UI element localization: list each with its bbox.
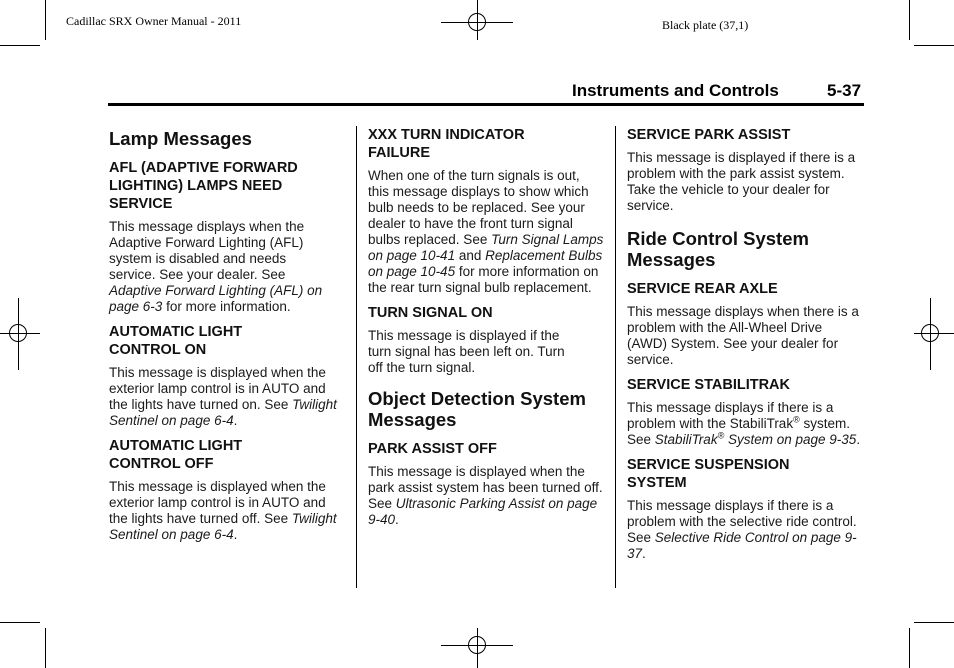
paragraph-text: for more information on the rear turn signal bulb replacement.: [368, 264, 599, 295]
paragraph-text: This message displays if there is a problem with the StabiliTrak: [627, 400, 834, 431]
registration-left-circle: [9, 324, 27, 342]
cross-reference: Adaptive Forward Lighting (AFL) on page 6-3: [109, 283, 323, 314]
subheading-turn-signal-on: TURN SIGNAL ON: [368, 305, 493, 321]
crop-mark-tl-v: [45, 0, 46, 40]
column-3: [627, 126, 864, 562]
paragraph-text: and: [458, 248, 482, 263]
paragraph-service-suspension: [627, 498, 859, 562]
paragraph-text: This message displays if there is a problem with the selective ride control. See: [627, 498, 857, 545]
crop-mark-tr-h: [914, 45, 954, 46]
paragraph-text: This message is displayed when the park assist system has been turned off. See: [368, 464, 603, 511]
registration-right-circle: [921, 324, 939, 342]
paragraph-text: When one of the turn signals is out, this message displays to show which bulb needs to be replaced. See your dealer to have the front turn signal bulbs replaced. See: [368, 168, 589, 247]
cross-reference-part: StabiliTrak: [654, 432, 718, 447]
registered-mark: ®: [793, 414, 800, 425]
paragraph-text: .: [856, 432, 861, 447]
subheading-service-stabilitrak: SERVICE STABILITRAK: [627, 377, 791, 393]
paragraph-turn-signal-on: This message is displayed if the turn signal has been left on. Turn off the turn signal.: [368, 328, 565, 375]
registered-mark: ®: [717, 430, 725, 441]
cross-reference: Turn Signal Lamps on page 10-41: [368, 232, 604, 263]
paragraph-park-assist-off: [368, 464, 606, 528]
paragraph-turn-indicator-failure: [368, 168, 604, 296]
section-title-lamp-messages: Lamp Messages: [109, 128, 252, 149]
crop-mark-tr-v: [909, 0, 910, 40]
column-divider-1: [356, 126, 357, 588]
crop-mark-br-h: [914, 622, 954, 623]
slug-left: Cadillac SRX Owner Manual - 2011: [66, 14, 242, 28]
subheading-park-assist-off: PARK ASSIST OFF: [368, 441, 497, 457]
cross-reference: [655, 432, 857, 447]
column-1: [109, 126, 345, 543]
section-title-object-detection: Object Detection System Messages: [368, 388, 586, 430]
running-head-section: Instruments and Controls: [572, 81, 779, 100]
subheading-auto-light-on: AUTOMATIC LIGHT CONTROL ON: [109, 324, 243, 358]
subheading-afl-service: AFL (ADAPTIVE FORWARD LIGHTING) LAMPS NEED SERVICE: [109, 160, 298, 212]
paragraph-service-rear-axle: This message displays when there is a problem with the All-Wheel Drive (AWD) System. See your dealer for service.: [627, 304, 859, 367]
cross-reference: Twilight Sentinel on page 6-4: [109, 397, 337, 428]
paragraph-text: for more information.: [166, 299, 291, 314]
cross-reference: Selective Ride Control on page 9-37: [627, 530, 857, 561]
subheading-service-rear-axle: SERVICE REAR AXLE: [627, 281, 778, 297]
paragraph-text: .: [233, 527, 238, 542]
paragraph-auto-light-on: [109, 365, 345, 429]
paragraph-text: .: [642, 546, 646, 561]
crop-mark-bl-h: [0, 622, 40, 623]
subheading-auto-light-off: AUTOMATIC LIGHT CONTROL OFF: [109, 438, 243, 472]
column-divider-2: [615, 126, 616, 588]
crop-mark-tl-h: [0, 45, 40, 46]
cross-reference: Twilight Sentinel on page 6-4: [109, 511, 337, 542]
paragraph-afl-service: [109, 219, 324, 315]
cross-reference: Ultrasonic Parking Assist on page 9-40: [368, 496, 598, 527]
paragraph-text: This message displays when the Adaptive Forward Lighting (AFL) system is disabled and needs service. See your dealer. See: [109, 219, 305, 282]
paragraph-text: .: [233, 413, 238, 428]
paragraph-auto-light-off: [109, 479, 345, 543]
paragraph-text: system. See: [627, 416, 850, 447]
subheading-service-suspension: SERVICE SUSPENSION SYSTEM: [627, 457, 790, 491]
section-title-ride-control: Ride Control System Messages: [627, 228, 809, 270]
crop-mark-bl-v: [45, 628, 46, 668]
registration-bottom-circle: [468, 636, 486, 654]
subheading-turn-indicator-failure: XXX TURN INDICATOR FAILURE: [368, 127, 525, 161]
registration-top-circle: [468, 13, 486, 31]
column-2: [368, 126, 606, 528]
cross-reference: Replacement Bulbs on page 10-45: [368, 248, 603, 279]
subheading-service-park-assist: SERVICE PARK ASSIST: [627, 127, 791, 143]
cross-reference-part: System on page 9-35: [727, 432, 857, 447]
header-rule: [108, 103, 864, 106]
paragraph-text: This message is displayed when the exterior lamp control is in AUTO and the lights have turned on. See: [109, 365, 326, 412]
paragraph-text: This message is displayed when the exterior lamp control is in AUTO and the lights have turned off. See: [109, 479, 326, 526]
paragraph-text: .: [395, 512, 399, 527]
crop-mark-br-v: [909, 628, 910, 668]
paragraph-service-stabilitrak: [627, 400, 861, 448]
running-head-page-number: 5-37: [827, 81, 862, 100]
paragraph-service-park-assist: This message is displayed if there is a problem with the park assist system. Take the vehicle to your dealer for service.: [627, 150, 856, 213]
slug-right: Black plate (37,1): [662, 18, 749, 32]
